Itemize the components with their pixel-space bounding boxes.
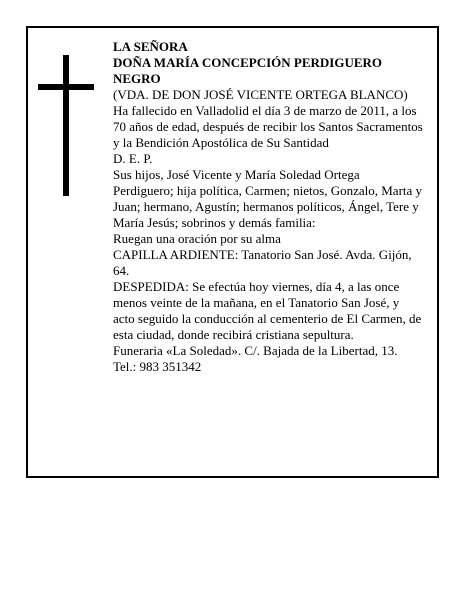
rip-line: D. E. P. <box>113 151 153 166</box>
funeral-home-info: Funeraria «La Soledad». C/. Bajada de la Libertad, 13. Tel.: 983 351342 <box>113 343 398 374</box>
cross-horizontal-bar <box>38 84 94 90</box>
widow-of: (VDA. DE DON JOSÉ VICENTE ORTEGA BLANCO) <box>113 87 408 102</box>
farewell-info: DESPEDIDA: Se efectúa hoy viernes, día 4, a las once menos veinte de la mañana, en el Tanatorio San José, y acto seguido la conducción al cementerio de El Carmen, de esta ciudad, donde recibirá cristiana sepultura. <box>113 279 422 342</box>
obituary-text <box>113 39 423 375</box>
prayer-request: Ruegan una oración por su alma <box>113 231 281 246</box>
chapel-info: CAPILLA ARDIENTE: Tanatorio San José. Avda. Gijón, 64. <box>113 247 412 278</box>
obituary-intro: LA SEÑORA <box>113 39 188 54</box>
family-list: Sus hijos, José Vicente y María Soledad Ortega Perdiguero; hija política, Carmen; nietos, Gonzalo, Marta y Juan; hermano, Agustín; hermanos políticos, Ángel, Tere y María Jesús; sobrinos y demás familia: <box>113 167 423 230</box>
deceased-name: DOÑA MARÍA CONCEPCIÓN PERDIGUERO NEGRO <box>113 55 383 86</box>
cross-vertical-bar <box>63 55 69 196</box>
death-notice: Ha fallecido en Valladolid el día 3 de marzo de 2011, a los 70 años de edad, después de recibir los Santos Sacramentos y la Bendición Apostólica de Su Santidad <box>113 103 423 150</box>
